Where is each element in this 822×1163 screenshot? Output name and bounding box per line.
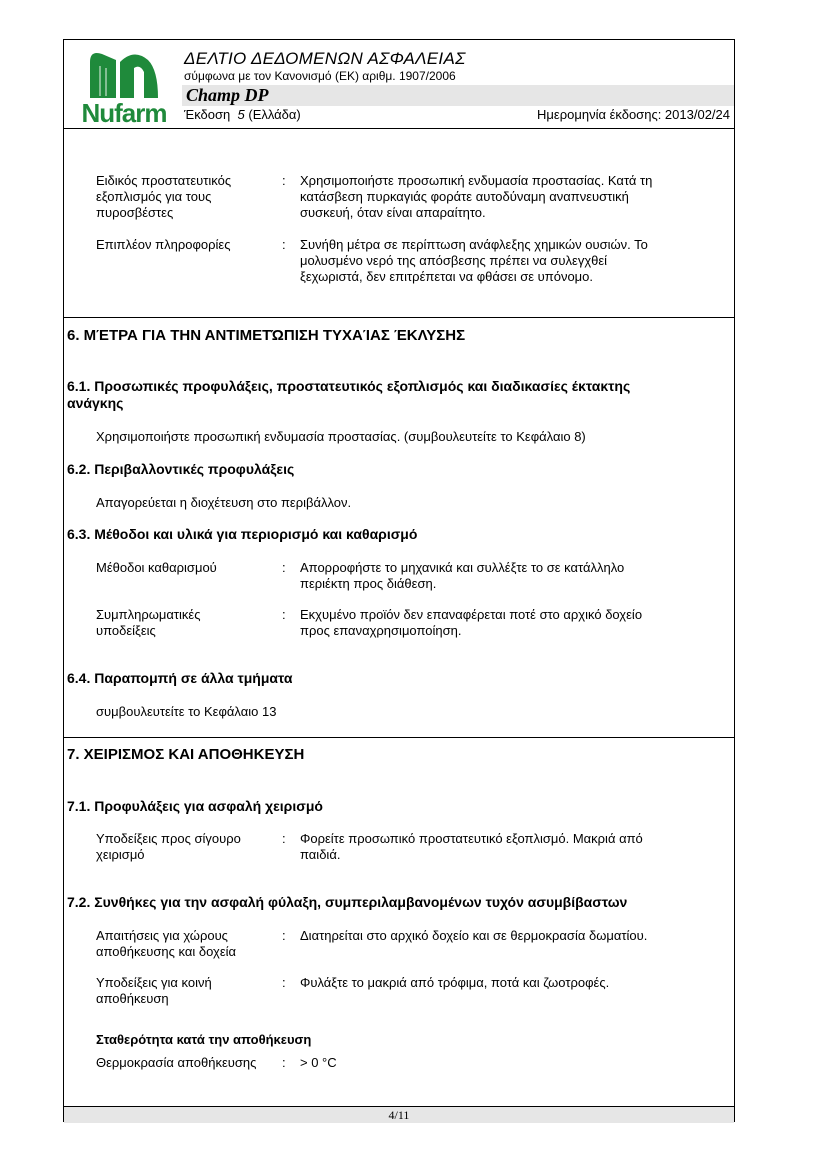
row-colon: : <box>282 975 286 990</box>
row-value: Φορείτε προσωπικό προστατευτικό εξοπλισμό. Μακριά από παιδιά. <box>300 831 643 862</box>
row-colon: : <box>282 1055 286 1070</box>
nufarm-leaf-icon <box>78 48 168 100</box>
issue-date: Ημερομηνία έκδοσης: 2013/02/24 <box>537 107 730 122</box>
row-label: Υποδείξεις για κοινή αποθήκευση <box>96 975 212 1006</box>
row-value: Συνήθη μέτρα σε περίπτωση ανάφλεξης χημικών ουσιών. Το μολυσμένο νερό της απόσβεσης πρέπει να συλεγχθεί ξεχωριστά, δεν επιτρέπεται να φθάσει σε υπόνομο. <box>300 237 648 284</box>
section-divider <box>64 737 734 738</box>
section-6-title: 6. ΜΈΤΡΑ ΓΙΑ ΤΗΝ ΑΝΤΙΜΕΤΏΠΙΣΗ ΤΥΧΑΊΑΣ ΈΚΛΥΣΗΣ <box>67 327 466 344</box>
row-label: Συμπληρωματικές υποδείξεις <box>96 607 201 638</box>
row-colon: : <box>282 560 286 575</box>
row-label: Μέθοδοι καθαρισμού <box>96 560 217 575</box>
section-6-3-title: 6.3. Μέθοδοι και υλικά για περιορισμό και καθαρισμό <box>67 526 418 542</box>
row-label: Υποδείξεις προς σίγουρο χειρισμό <box>96 831 241 862</box>
row-label: Θερμοκρασία αποθήκευσης <box>96 1055 257 1070</box>
row-value: Εκχυμένο προϊόν δεν επαναφέρεται ποτέ στο αρχικό δοχείο προς επαναχρησιμοποίηση. <box>300 607 643 638</box>
row-value: > 0 °C <box>300 1055 337 1070</box>
nufarm-logo <box>78 48 168 126</box>
row-value: Απορροφήστε το μηχανικά και συλλέξτε το σε κατάλληλο περιέκτη προς διάθεση. <box>300 560 625 591</box>
product-name: Champ DP <box>186 85 269 105</box>
page-number: 4/11 <box>64 1106 734 1123</box>
row-label: Επιπλέον πληροφορίες <box>96 237 231 252</box>
sds-page <box>63 39 735 1122</box>
row-colon: : <box>282 928 286 943</box>
section-7-title: 7. ΧΕΙΡΙΣΜΟΣ ΚΑΙ ΑΠΟΘΗΚΕΥΣΗ <box>67 746 305 763</box>
section-6-1-title: 6.1. Προσωπικές προφυλάξεις, προστατευτικός εξοπλισμός και διαδικασίες έκτακτης ανάγκης <box>67 378 631 411</box>
section-6-4-text: συμβουλευτείτε το Κεφάλαιο 13 <box>96 704 277 719</box>
row-colon: : <box>282 607 286 622</box>
section-7-2-title: 7.2. Συνθήκες για την ασφαλή φύλαξη, συμπεριλαμβανομένων τυχόν ασυμβίβαστων <box>67 894 628 910</box>
section-6-2-text: Απαγορεύεται η διοχέτευση στο περιβάλλον. <box>96 495 352 510</box>
version-info <box>184 107 301 122</box>
row-colon: : <box>282 831 286 846</box>
logo-wordmark: Nufarm <box>81 98 167 128</box>
row-colon: : <box>282 173 286 188</box>
row-value: Διατηρείται στο αρχικό δοχείο και σε θερμοκρασία δωματίου. <box>300 928 648 943</box>
document-header <box>64 40 734 129</box>
section-6-1-text: Χρησιμοποιήστε προσωπική ενδυμασία προστασίας. (συμβουλευτείτε το Κεφάλαιο 8) <box>96 429 586 444</box>
section-6-2-title: 6.2. Περιβαλλοντικές προφυλάξεις <box>67 461 295 477</box>
document-title: ΔΕΛΤΙΟ ΔΕΔΟΜΕΝΩΝ ΑΣΦΑΛΕΙΑΣ <box>184 49 466 68</box>
row-value: Φυλάξτε το μακριά από τρόφιμα, ποτά και ζωοτροφές. <box>300 975 610 990</box>
row-colon: : <box>282 237 286 252</box>
storage-stability-heading: Σταθερότητα κατά την αποθήκευση <box>96 1032 312 1047</box>
section-divider <box>64 317 734 318</box>
section-6-4-title: 6.4. Παραπομπή σε άλλα τμήματα <box>67 670 293 686</box>
version-label: Έκδοση <box>184 107 231 122</box>
section-7-1-title: 7.1. Προφυλάξεις για ασφαλή χειρισμό <box>67 798 323 814</box>
row-label: Απαιτήσεις για χώρους αποθήκευσης και δοχεία <box>96 928 237 959</box>
row-value: Χρησιμοποιήστε προσωπική ενδυμασία προστασίας. Κατά τη κατάσβεση πυρκαγιάς φοράτε αυτοδύναμη αναπνευστική συσκευή, όταν είναι απαραίτητο. <box>300 173 653 220</box>
regulation-text: σύμφωνα με τον Κανονισμό (ΕΚ) αριθμ. 1907/2006 <box>184 69 456 83</box>
version-country: (Ελλάδα) <box>248 107 301 122</box>
version-number: 5 <box>237 107 245 122</box>
row-label: Ειδικός προστατευτικός εξοπλισμός για τους πυροσβέστες <box>96 173 232 220</box>
